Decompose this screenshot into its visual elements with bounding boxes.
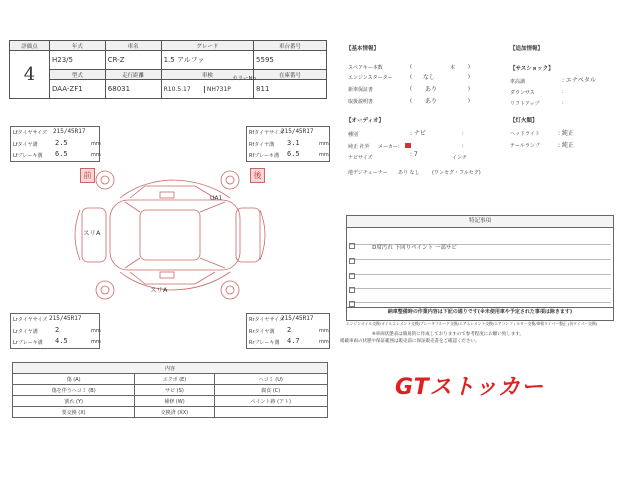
engine-starter-value: なし [423, 74, 436, 81]
manual-label: 取扱説明書 [348, 99, 374, 105]
legend-cell: 交換済 (XX) [135, 407, 214, 418]
downsus-value: : [562, 89, 564, 95]
damage-legend-table [12, 362, 328, 418]
disclaimer-1: ※車両状態表は簡易的に作成しておりますので参考程度にお願い致します。 [372, 332, 524, 337]
coilover-value: : エナペタル [562, 77, 596, 84]
rf-brake-unit: mm [319, 152, 329, 158]
tuner-tail: (ワンセグ・フルセグ) [432, 170, 481, 176]
taillamp-label: テールランプ [510, 143, 540, 149]
audio-maker-value: メーカー: [378, 144, 400, 150]
header-score: 評価点 [10, 41, 50, 51]
lr-size-label: Lrタイヤサイズ [13, 317, 48, 323]
warranty-value: あり [425, 86, 438, 93]
lf-brake-label: Lfブレーキ溝 [13, 153, 43, 159]
header-grade: グレード [161, 41, 253, 51]
special-notes-box [346, 215, 614, 321]
damage-mark-scratch-bottom: スリA [150, 286, 168, 294]
rf-depth-unit: mm [319, 141, 329, 147]
rf-depth-value: 3.1 [287, 139, 300, 147]
rr-size-label: Rrタイヤサイズ [249, 317, 285, 323]
rf-depth-label: Rfタイヤ溝 [249, 142, 275, 148]
front-marker [80, 168, 95, 183]
legend-cell: 要交換 (X) [13, 407, 135, 418]
spare-key-value: 本 [450, 65, 456, 71]
legend-cell: 補修 (W) [135, 396, 214, 407]
rf-brake-value: 6.5 [287, 150, 300, 158]
lf-size-value: 215/45R17 [53, 128, 86, 135]
audio-type-tail: : [462, 131, 464, 137]
audio-type-label: 種別 [348, 132, 359, 138]
warranty-label: 新車保証書 [348, 87, 374, 93]
header-stock: 在庫番号 [254, 70, 327, 80]
warranty-open: ( [410, 86, 412, 92]
legend-cell [214, 407, 327, 418]
extra-info-title: 【追加情報】 [510, 46, 544, 52]
lf-brake-unit: mm [91, 152, 101, 158]
notes-footer: 納車整備時の作業内容は下記の通りです(※未使用車や予定された事項は除きます) [347, 307, 613, 315]
rear-marker-text: 後 [253, 171, 262, 180]
chassis-value: 5595 [254, 51, 327, 70]
lr-size-value: 215/45R17 [49, 315, 82, 322]
legend-cell: 割れ (Y) [13, 396, 135, 407]
rr-brake-value: 4.7 [287, 337, 300, 345]
tire-box-lr [10, 313, 100, 349]
audio-title: 【オーディオ】 [346, 118, 385, 124]
car-name-value: CR-Z [105, 51, 161, 70]
model-value: DAA-ZF1 [50, 80, 106, 99]
notes-detail: エンジンオイル交換/オイルエレメント交換/ブレーキフルード交換/エアエレメント交換/エアコンフィルター交換/車検ワイパー整正 (各ワイパー交換) [346, 321, 598, 326]
warranty-close: ) [468, 86, 470, 92]
audio-maker-marker [405, 143, 411, 148]
lr-depth-unit: mm [91, 328, 101, 334]
lf-brake-value: 6.5 [55, 150, 68, 158]
front-marker-text: 前 [83, 171, 92, 180]
audio-maker-tail: : [462, 143, 464, 149]
downsus-label: ダウンサス [510, 90, 535, 96]
inspection-value: R10.5.17 [162, 86, 205, 93]
top-info-table [9, 40, 327, 99]
liftup-label: リフトアップ [510, 101, 540, 107]
coilover-label: 車高調 [510, 79, 526, 85]
special-notes-title: 特記事項 [347, 216, 613, 228]
headlight-value: : 純正 [558, 130, 574, 137]
audio-maker-label: 純正 社外 [348, 144, 370, 150]
tire-box-lf [10, 126, 100, 162]
notes-line-2 [349, 249, 611, 260]
header-car-name: 車名 [105, 41, 161, 51]
rf-size-value: 215/45R17 [281, 128, 314, 135]
engine-starter-open: ( [410, 74, 412, 80]
notes-line-5 [349, 292, 611, 303]
basic-info-title: 【基本情報】 [346, 46, 380, 52]
note-text-1: D席汚れ 下回りペイント 一部サビ [372, 245, 457, 251]
spare-key-label: スペアキー本数 [348, 65, 383, 71]
grade-value: 1.5 アルファ [161, 51, 253, 70]
legend-title: 内容 [13, 363, 328, 374]
audio-type-value: : ナビ [410, 130, 426, 137]
rf-size-label: Rfタイヤサイズ [249, 130, 284, 136]
rr-depth-label: Rrタイヤ溝 [249, 329, 275, 335]
tire-box-rr [246, 313, 330, 349]
legend-cell: ペイント跡 (アト) [214, 396, 327, 407]
color-value: NH731P [206, 85, 231, 93]
nav-size-label: ナビサイズ [348, 155, 373, 161]
year-value: H23/5 [50, 51, 106, 70]
rear-marker [250, 168, 265, 183]
header-color-no: カラーNo [232, 76, 256, 82]
notes-line-1 [349, 234, 611, 251]
header-model: 型式 [50, 70, 106, 80]
suspension-title: 【サスショック】 [510, 66, 554, 72]
lf-depth-unit: mm [91, 141, 101, 147]
gt-stocker-logo [395, 370, 544, 401]
lr-brake-value: 4.5 [55, 337, 68, 345]
header-chassis: 車台番号 [254, 41, 327, 51]
lf-depth-value: 2.5 [55, 139, 68, 147]
manual-value: あり [425, 98, 438, 105]
header-inspection: 車検 [161, 70, 253, 80]
taillamp-value: : 純正 [558, 142, 574, 149]
legend-cell: 傷を伴うヘコミ (B) [13, 385, 135, 396]
damage-mark-scratch-side: スリA [83, 229, 101, 237]
manual-close: ) [468, 98, 470, 104]
rr-size-value: 215/45R17 [281, 315, 314, 322]
logo-text: GTストッカー [395, 375, 545, 400]
lr-brake-label: Lrブレーキ溝 [13, 340, 43, 346]
legend-cell: ヘコミ (U) [214, 374, 327, 385]
spare-key-close: ) [468, 64, 470, 70]
disclaimer-2: 掲載車両の状態や保証範囲は販売前に保証販売書をご確認ください。 [340, 339, 480, 344]
legend-cell: エクボ (E) [135, 374, 214, 385]
rr-brake-label: Rrブレーキ溝 [249, 340, 280, 346]
legend-cell: サビ (S) [135, 385, 214, 396]
lf-depth-label: Lfタイヤ溝 [13, 142, 38, 148]
engine-starter-close: ) [468, 74, 470, 80]
header-mileage: 走行距離 [105, 70, 161, 80]
headlight-label: ヘッドライト [510, 131, 540, 137]
score-value: 4 [10, 51, 50, 99]
spare-key-open: ( [410, 64, 412, 70]
notes-line-4 [349, 278, 611, 289]
manual-open: ( [410, 98, 412, 104]
lr-depth-value: 2 [55, 326, 60, 334]
inspection-cell [161, 80, 253, 99]
rr-depth-value: 2 [287, 326, 292, 334]
notes-line-3 [349, 264, 611, 275]
nav-size-value: : 7 [410, 151, 418, 158]
tire-box-rf [246, 126, 330, 162]
rf-brake-label: Rfブレーキ溝 [249, 153, 280, 159]
rr-depth-unit: mm [319, 328, 329, 334]
rr-brake-unit: mm [319, 339, 329, 345]
tuner-value: あり なし [398, 170, 420, 176]
stock-value: 811 [254, 80, 327, 99]
lights-title: 【灯火類】 [510, 118, 538, 124]
mileage-value: 68031 [105, 80, 161, 99]
nav-size-tail: インチ [452, 155, 468, 161]
damage-mark-ua1: UA1 [210, 195, 223, 202]
liftup-value: : [562, 100, 564, 106]
lr-brake-unit: mm [91, 339, 101, 345]
lr-depth-label: Lrタイヤ溝 [13, 329, 38, 335]
legend-cell: 腐食 (C) [214, 385, 327, 396]
legend-cell: 傷 (A) [13, 374, 135, 385]
header-year: 年式 [50, 41, 106, 51]
engine-starter-label: エンジンスターター [348, 75, 393, 81]
lf-size-label: Lfタイヤサイズ [13, 130, 48, 136]
tuner-label: 地デジチューナー [348, 170, 388, 176]
